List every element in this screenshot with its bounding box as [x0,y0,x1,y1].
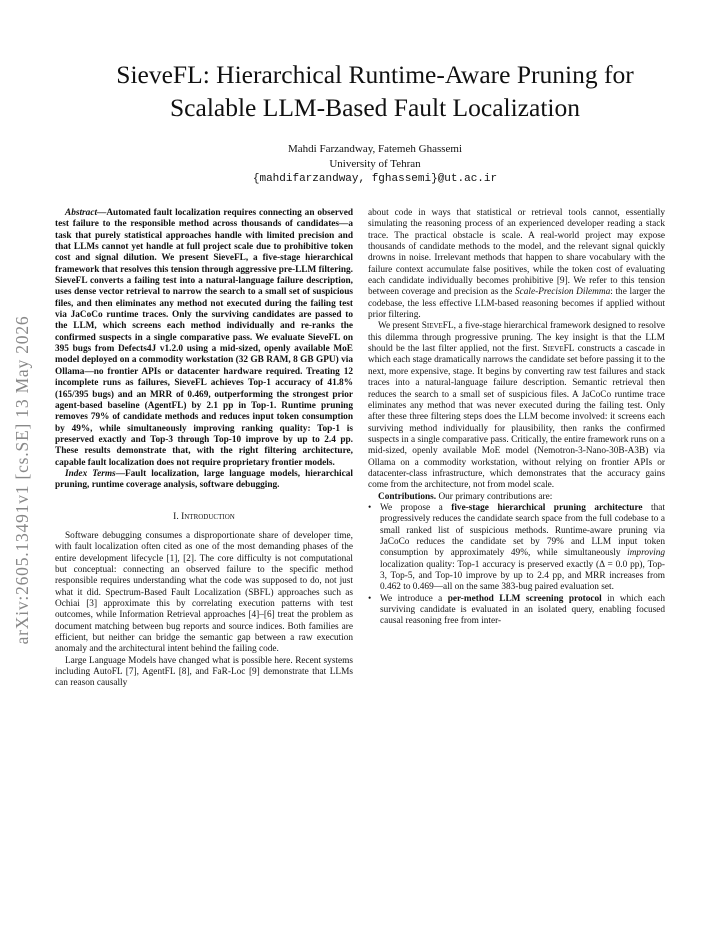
contributions-lead: Contributions. [378,491,437,502]
contributions-list [368,503,665,628]
contribution-highlight: per-method LLM screening protocol [447,593,602,604]
intro-paragraph-2: Large Language Models have changed what is possible here. Recent systems including AutoFL [7], AgentFL [8], and FaR-Loc [9] demonstrate that LLMs can reason causally [55,655,353,689]
paragraph-text: We introduce a [380,593,448,604]
index-terms-lead: Index Terms [65,468,116,479]
abstract-lead: Abstract [65,208,98,218]
system-name: SieveFL [542,344,575,355]
paragraph-text: localization quality: Top-1 accuracy is preserved exactly (Δ = 0.0 pp), Top-3, Top-5, and Top-10 improve by up to 2.4 pp, and MRR increases from 0.462 to 0.469—all on the same 383-bug paired evaluation set. [380,559,665,593]
paragraph-text: We propose a [380,502,452,513]
paragraph-text: Our primary contributions are: [436,491,553,502]
paragraph-text: about code in ways that statistical or retrieval tools cannot, essentially simulating the reasoning process of an experienced developer reading a stack trace. The practical obstacle is scale. A real-world project may expose thousands of candidate methods to the model, and the relevant signal quickly drowns in noise. Irrelevant methods that happen to share vocabulary with the failure context accumulate false positives, while the token cost of evaluating each candidate individually becomes prohibitive [9]. We refer to this tension between coverage and precision as the [368,208,665,298]
section-heading-introduction: I. Introduction [173,511,235,522]
contributions-paragraph [368,492,665,503]
paragraph-text: that progressively reduces the candidate search space from the full codebase to a small ranked list of suspicious methods. Runtime-aware pruning via JaCoCo reduces the candidate set by 79% and LLM input token consumption by approximately 49%, while simultaneously [380,502,665,559]
right-column [368,208,665,628]
author-affiliation: University of Tehran [329,158,421,170]
paragraph-text: in which each surviving candidate is evaluated in an isolated query, enabling focused causal reasoning free from inter- [380,593,665,627]
paragraph-text: We present [378,321,422,332]
contribution-item-2 [380,594,665,628]
intro-paragraph-2-continued [368,208,665,321]
emphasis-text: improving [627,548,665,559]
contribution-item-1 [380,503,665,594]
paragraph-text: constructs a cascade in which each stage dramatically narrows the candidate set before passing it to the next, more expensive, stage. It begins by converting raw test failures and stack traces into a natural-language failure description. Semantic retrieval then reduces the search to a small set of suspicious files. A JaCoCo runtime trace eliminates any method that was never executed during the failing test. Only after these three filtering steps does the LLM become involved: it screens each surviving method individually for plausibility, then ranks the confirmed suspects in a single comparative pass. Critically, the entire framework runs on a mid-sized, openly available MoE model (Nemotron-3-Nano-30B-A3B) via Ollama on a commodity workstation, without relying on frontier APIs or datacenter-class infrastructure, which demonstrates that the accuracy gains come from the architecture, not from model scale. [368,344,666,491]
scale-precision-dilemma-term: Scale-Precision Dilemma [515,287,611,298]
author-email: {mahdifarzandway, fghassemi}@ut.ac.ir [252,173,498,185]
abstract-text: —Automated fault localization requires connecting an observed test failure to the responsible method across thousands of candidates—a task that purely statistical approaches handle with limited precision and that LLMs cannot yet handle at full project scale due to prohibitive token cost and signal dilution. We present SieveFL, a five-stage hierarchical framework that resolves this tension through aggressive pre-LLM filtering. SieveFL converts a failing test into a natural-language failure description, uses dense vector retrieval to narrow the search to a small set of suspicious files, and then eliminates any method not executed during the failing test via JaCoCo runtime traces. Only the surviving candidates are passed to the LLM, which screens each method individually and re-ranks the confirmed suspects in a single comparative pass. We evaluate SieveFL on 395 bugs from Defects4J v1.2.0 using a mid-sized, openly available MoE model deployed on a commodity workstation (32 GB RAM, 8 GB GPU) via Ollama—no frontier APIs or datacenter hardware required. Treating 12 incomplete runs as failures, SieveFL achieves Top-1 accuracy of 41.8% (165/395 bugs) and an MRR of 0.469, outperforming the strongest prior agent-based baseline (AgentFL) by 2.1 pp in Top-1. Runtime pruning removes 79% of candidate methods and reduces input token consumption by 49%, while simultaneously improving ranking quality: Top-1 is preserved exactly and Top-3 through Top-10 improve by up to 2.4 pp. These results demonstrate that, with the right filtering architecture, capable fault localization does not require proprietary frontier models. [55,208,353,468]
system-name: SieveFL [421,321,454,332]
arxiv-identifier-stamp: arXiv:2605.13491v1 [cs.SE] 13 May 2026 [12,315,32,645]
paper-authors: Mahdi Farzandway, Fatemeh Ghassemi [287,143,463,155]
abstract [55,208,353,469]
paragraph-text: : the larger the codebase, the less effective LLM-based reasoning becomes if applied without prior filtering. [368,287,665,321]
paragraph-text: , a five-stage hierarchical framework designed to resolve this dilemma through progressive pruning. The key insight is that the LLM should be the last filter applied, not the first. [368,321,665,355]
contribution-highlight: five-stage hierarchical pruning architecture [451,502,643,513]
left-column [55,208,353,690]
index-terms-text: —Fault localization, large language models, hierarchical pruning, runtime coverage analysis, software debugging. [55,468,353,491]
paper-title: SieveFL: Hierarchical Runtime-Aware Pruning for Scalable LLM-Based Fault Localization [116,60,634,122]
index-terms [55,469,353,492]
intro-paragraph-3 [368,321,665,491]
intro-paragraph-1: Software debugging consumes a disproportionate share of developer time, with fault localization often cited as one of the most demanding phases of the entire development lifecycle [1], [2]. The core difficulty is not computational but conceptual: connecting an observed failure to the specific method responsible requires understanding what the code was supposed to do, not just what it did. Spectrum-Based Fault Localization (SBFL) approaches such as Ochiai [3] approximate this by correlating execution patterns with test outcomes, while Information Retrieval approaches [4]–[6] treat the problem as document matching between bug reports and source indices. Both families are efficient, but neither can bridge the semantic gap between a raw execution anomaly and the architectural intent behind the failing code. [55,530,353,655]
